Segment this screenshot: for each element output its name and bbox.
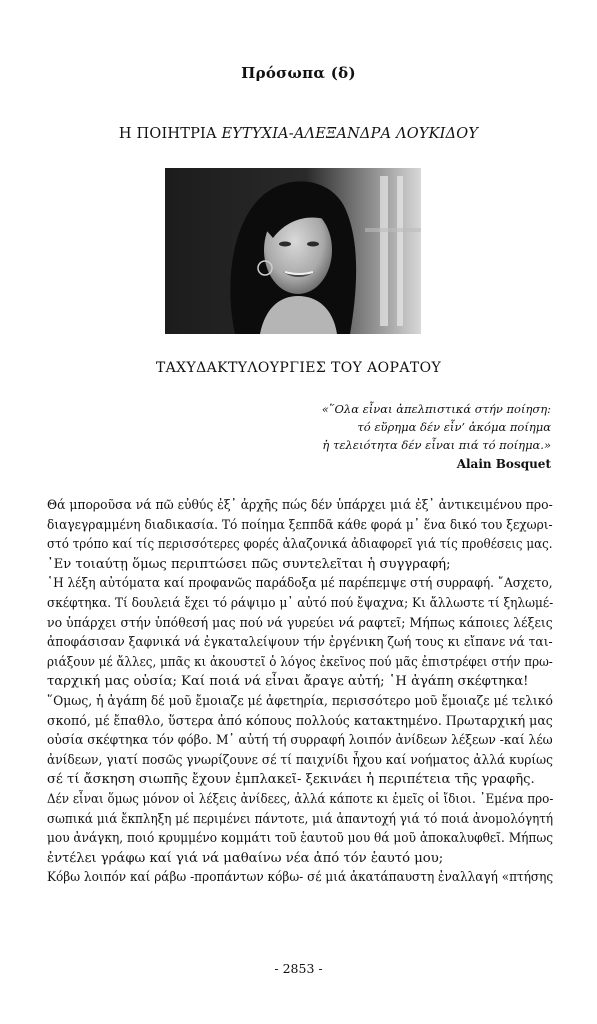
- epigraph-author: Alain Bosquet: [456, 457, 551, 471]
- body-line: νο ὑπάρχει στήν ὑπόθεσή μας πού νά γυρεύει νά ραφτεῖ; Μήπως κάποιες λέξεις: [47, 615, 553, 631]
- poet-name: ΕΥΤΥΧΙΑ-ΑΛΕΞΑΝΔΡΑ ΛΟΥΚΙΔΟΥ: [221, 126, 479, 142]
- epigraph-line: ἡ τελειότητα δέν εἶναι πιά τό ποίημα.»: [322, 438, 551, 452]
- body-line: ᾿Εν τοιαύτῃ ὅμως περιπτώσει πῶς συντελεῖται ἡ συγγραφή;: [47, 556, 451, 572]
- body-line: ἀποφάσισαν ξαφνικά νά ἐγκαταλείψουν τήν ἐργένικη ζωή τους κι εἴπανε νά ται-: [47, 635, 553, 651]
- body-line: μου ἀνάγκη, ποιό κρυμμένο κομμάτι τοῦ ἑαυτοῦ μου θά μοῦ ἀποκαλυφθεῖ. Μήπως: [47, 831, 554, 847]
- body-line: ῞Ομως, ἡ ἀγάπη δέ μοῦ ἔμοιαζε μέ ἀφετηρία, περισσότερο μοῦ ἔμοιαζε μέ τελικό: [47, 693, 553, 709]
- body-line: Δέν εἶναι ὅμως μόνον οἱ λέξεις ἀνίδεες, ἀλλά κάποτε κι ἐμεῖς οἱ ἴδιοι. ᾿Εμένα προ-: [47, 791, 554, 807]
- body-line: Θά μποροῦσα νά πῶ εὐθύς ἐξ᾽ ἀρχῆς πώς δέν ὑπάρχει μιά ἐξ᾽ ἀντικειμένου προ-: [47, 498, 553, 513]
- poet-heading: [0, 126, 597, 142]
- poet-photo: [165, 168, 421, 334]
- poet-heading-prefix: Η ΠΟΙΗΤΡΙΑ: [118, 126, 222, 142]
- poet-portrait-image: [165, 168, 421, 334]
- body-line: ἐντέλει γράφω καί γιά νά μαθαίνω νέα ἀπό τόν ἑαυτό μου;: [47, 850, 444, 866]
- body-line: σωπικά μιά ἔκπληξη μέ περιμένει πάντοτε, μιά ἀπαντοχή γιά τό ποιά ἀνομολόγητή: [47, 811, 554, 827]
- body-line: ριάξουν μέ ἄλλες, μπᾶς κι ἀκουστεῖ ὁ λόγος ἐκεῖνος πού μᾶς ἐπιστρέφει στήν πρω-: [47, 654, 553, 670]
- body-line: οὐσία σκέφτηκα τόν φόβο. Μ᾽ αὐτή τή συρραφή λοιπόν ἀνίδεων λέξεων -καί λέω: [47, 733, 553, 749]
- body-line: διαγεγραμμένη διαδικασία. Τό ποίημα ξεππδᾶ κάθε φορά μ᾽ ἕνα δικό του ξεχωρι-: [47, 517, 553, 533]
- epigraph-line: τό εὕρημα δέν εἶν’ ἀκόμα ποίημα: [357, 420, 551, 434]
- body-line: Κόβω λοιπόν καί ράβω -προπάντων κόβω- σέ μιά ἀκατάπαυστη ἐναλλαγή «πτήσης: [47, 870, 554, 886]
- body-line: ταρχική μας οὐσία; Καί ποιά νά εἶναι ἄραγε αὐτή; ῾Η ἀγάπη σκέφτηκα!: [47, 674, 529, 690]
- page-number: - 2853 -: [274, 961, 323, 976]
- article-title: ΤΑΧΥΔΑΚΤΥΛΟΥΡΓΙΕΣ ΤΟΥ ΑΟΡΑΤΟΥ: [155, 360, 442, 376]
- body-line: στό τρόπο καί τίς περισσότερες φορές ἀλαζονικά ἀδιαφορεῖ γιά τίς προθέσεις μας.: [47, 537, 553, 553]
- body-line: ῾Η λέξη αὐτόματα καί προφανῶς παράδοξα μέ παρέπεμψε στή συρραφή. ῎Ασχετο,: [47, 576, 553, 592]
- body-text: [47, 496, 553, 888]
- body-line: σκέφτηκα. Τί δουλειά ἔχει τό ράψιμο μ᾽ αὐτό πού ἔψαχνα; Κι ἄλλωστε τί ξηλωμέ-: [47, 595, 554, 611]
- body-line: σέ τί ἄσκηση σιωπῆς ἔχουν ἐμπλακεῖ- ξεκινάει ἡ περιπέτεια τῆς γραφῆς.: [47, 772, 535, 788]
- section-title: Πρόσωπα (δ): [241, 64, 356, 82]
- body-line: ἀνίδεων, γιατί ποσῶς γνωρίζουνε σέ τί παιχνίδι ἦχου καί νοήματος ἀλλά κυρίως: [47, 752, 553, 768]
- epigraph-line: «῞Ολα εἶναι ἀπελπιστικά στήν ποίηση:: [321, 402, 551, 416]
- body-line: σκοπό, μέ ἔπαθλο, ὕστερα ἀπό κόπους πολλούς κατακτημένο. Πρωταρχική μας: [47, 713, 553, 729]
- epigraph: [231, 400, 551, 473]
